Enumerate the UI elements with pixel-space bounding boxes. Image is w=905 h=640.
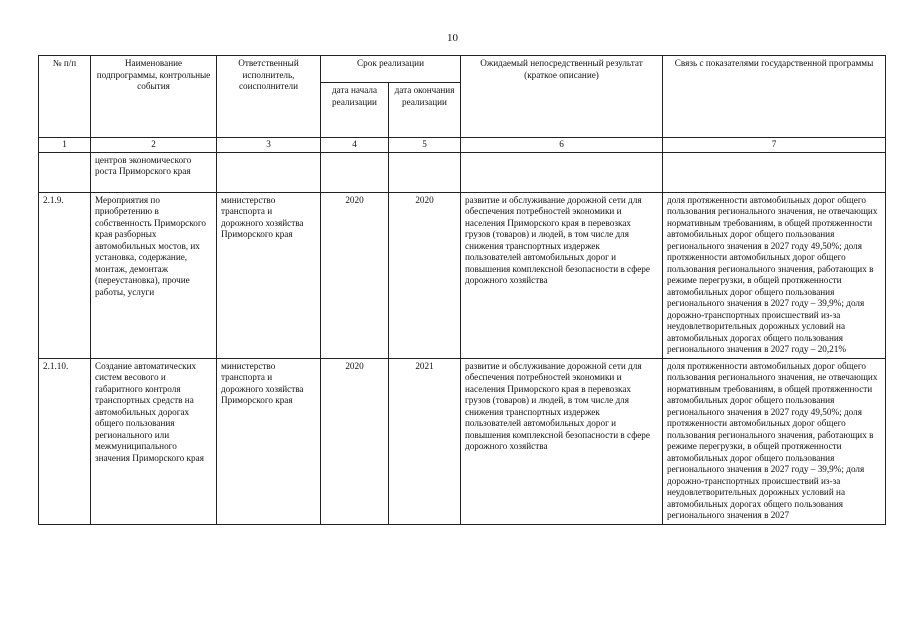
index-cell: 3: [217, 138, 321, 153]
row-start: 2020: [321, 358, 389, 524]
row-result: развитие и обслуживание дорожной сети для обеспечения потребностей экономики и населения Приморского края в перевозках грузов (товаров) и людей, в том числе для снижения транспортных издержек пользователей автомобильных дорог и повышения комплексной безопасности в сфере дорожного хозяйства: [461, 192, 663, 358]
table-row: [39, 358, 886, 524]
row-name: Создание автоматических систем весового и габаритного контроля транспортных средств на автомобильных дорогах общего пользования регионального или межмуниципального значения Приморского края: [91, 358, 217, 524]
index-cell: 1: [39, 138, 91, 153]
index-cell: 2: [91, 138, 217, 153]
row-link: [663, 152, 886, 192]
table-row: [39, 192, 886, 358]
row-result: развитие и обслуживание дорожной сети для обеспечения потребностей экономики и населения Приморского края в перевозках грузов (товаров) и людей, в том числе для снижения транспортных издержек пользователей автомобильных дорог и повышения комплексной безопасности в сфере дорожного хозяйства: [461, 358, 663, 524]
index-row: [39, 138, 886, 153]
header-link: Связь с показателями государственной программы: [663, 56, 886, 138]
row-start: [321, 152, 389, 192]
row-link: доля протяженности автомобильных дорог общего пользования регионального значения, не отвечающих нормативным требованиям, в общей протяженности автомобильных дорог общего пользования регионального значения в 2027 году 49,50%; доля протяженности автомобильных дорог общего пользования регионального значения, работающих в режиме перегрузки, в общей протяженности автомобильных дорог общего пользования регионального значения в 2027 году – 39,9%; доля дорожно-транспортных происшествий из-за неудовлетворительных дорожных условий на автомобильных дорогах общего пользования регионального значения в 2027 году – 20,21%: [663, 192, 886, 358]
row-link: доля протяженности автомобильных дорог общего пользования регионального значения, не отвечающих нормативным требованиям, в общей протяженности автомобильных дорог общего пользования регионального значения в 2027 году 49,50%; доля протяженности автомобильных дорог общего пользования регионального значения, работающих в режиме перегрузки, в общей протяженности автомобильных дорог общего пользования регионального значения в 2027 году – 39,9%; доля дорожно-транспортных происшествий из-за неудовлетворительных дорожных условий на автомобильных дорогах общего пользования регионального значения в 2027: [663, 358, 886, 524]
row-responsible: министерство транспорта и дорожного хозяйства Приморского края: [217, 192, 321, 358]
table-row: [39, 152, 886, 192]
header-end: дата окончания реализации: [389, 83, 461, 138]
row-result: [461, 152, 663, 192]
index-cell: 7: [663, 138, 886, 153]
index-cell: 4: [321, 138, 389, 153]
row-num: [39, 152, 91, 192]
row-name: Мероприятия по приобретению в собственность Приморского края разборных автомобильных мостов, их установка, содержание, монтаж, демонтаж (переустановка), прочие работы, услуги: [91, 192, 217, 358]
row-start: 2020: [321, 192, 389, 358]
row-num: 2.1.10.: [39, 358, 91, 524]
row-end: 2021: [389, 358, 461, 524]
header-name: Наименование подпрограммы, контрольные события: [91, 56, 217, 138]
index-cell: 5: [389, 138, 461, 153]
row-responsible: министерство транспорта и дорожного хозяйства Приморского края: [217, 358, 321, 524]
header-period: Срок реализации: [321, 56, 461, 83]
header-row: [39, 56, 886, 83]
header-start: дата начала реализации: [321, 83, 389, 138]
header-num: № п/п: [39, 56, 91, 138]
header-responsible: Ответственный исполнитель, соисполнители: [217, 56, 321, 138]
page-number: 10: [447, 32, 458, 44]
row-responsible: [217, 152, 321, 192]
row-end: [389, 152, 461, 192]
row-end: 2020: [389, 192, 461, 358]
header-result: Ожидаемый непосредственный результат (краткое описание): [461, 56, 663, 138]
index-cell: 6: [461, 138, 663, 153]
row-name: центров экономического роста Приморского края: [91, 152, 217, 192]
row-num: 2.1.9.: [39, 192, 91, 358]
program-table: [38, 55, 886, 525]
